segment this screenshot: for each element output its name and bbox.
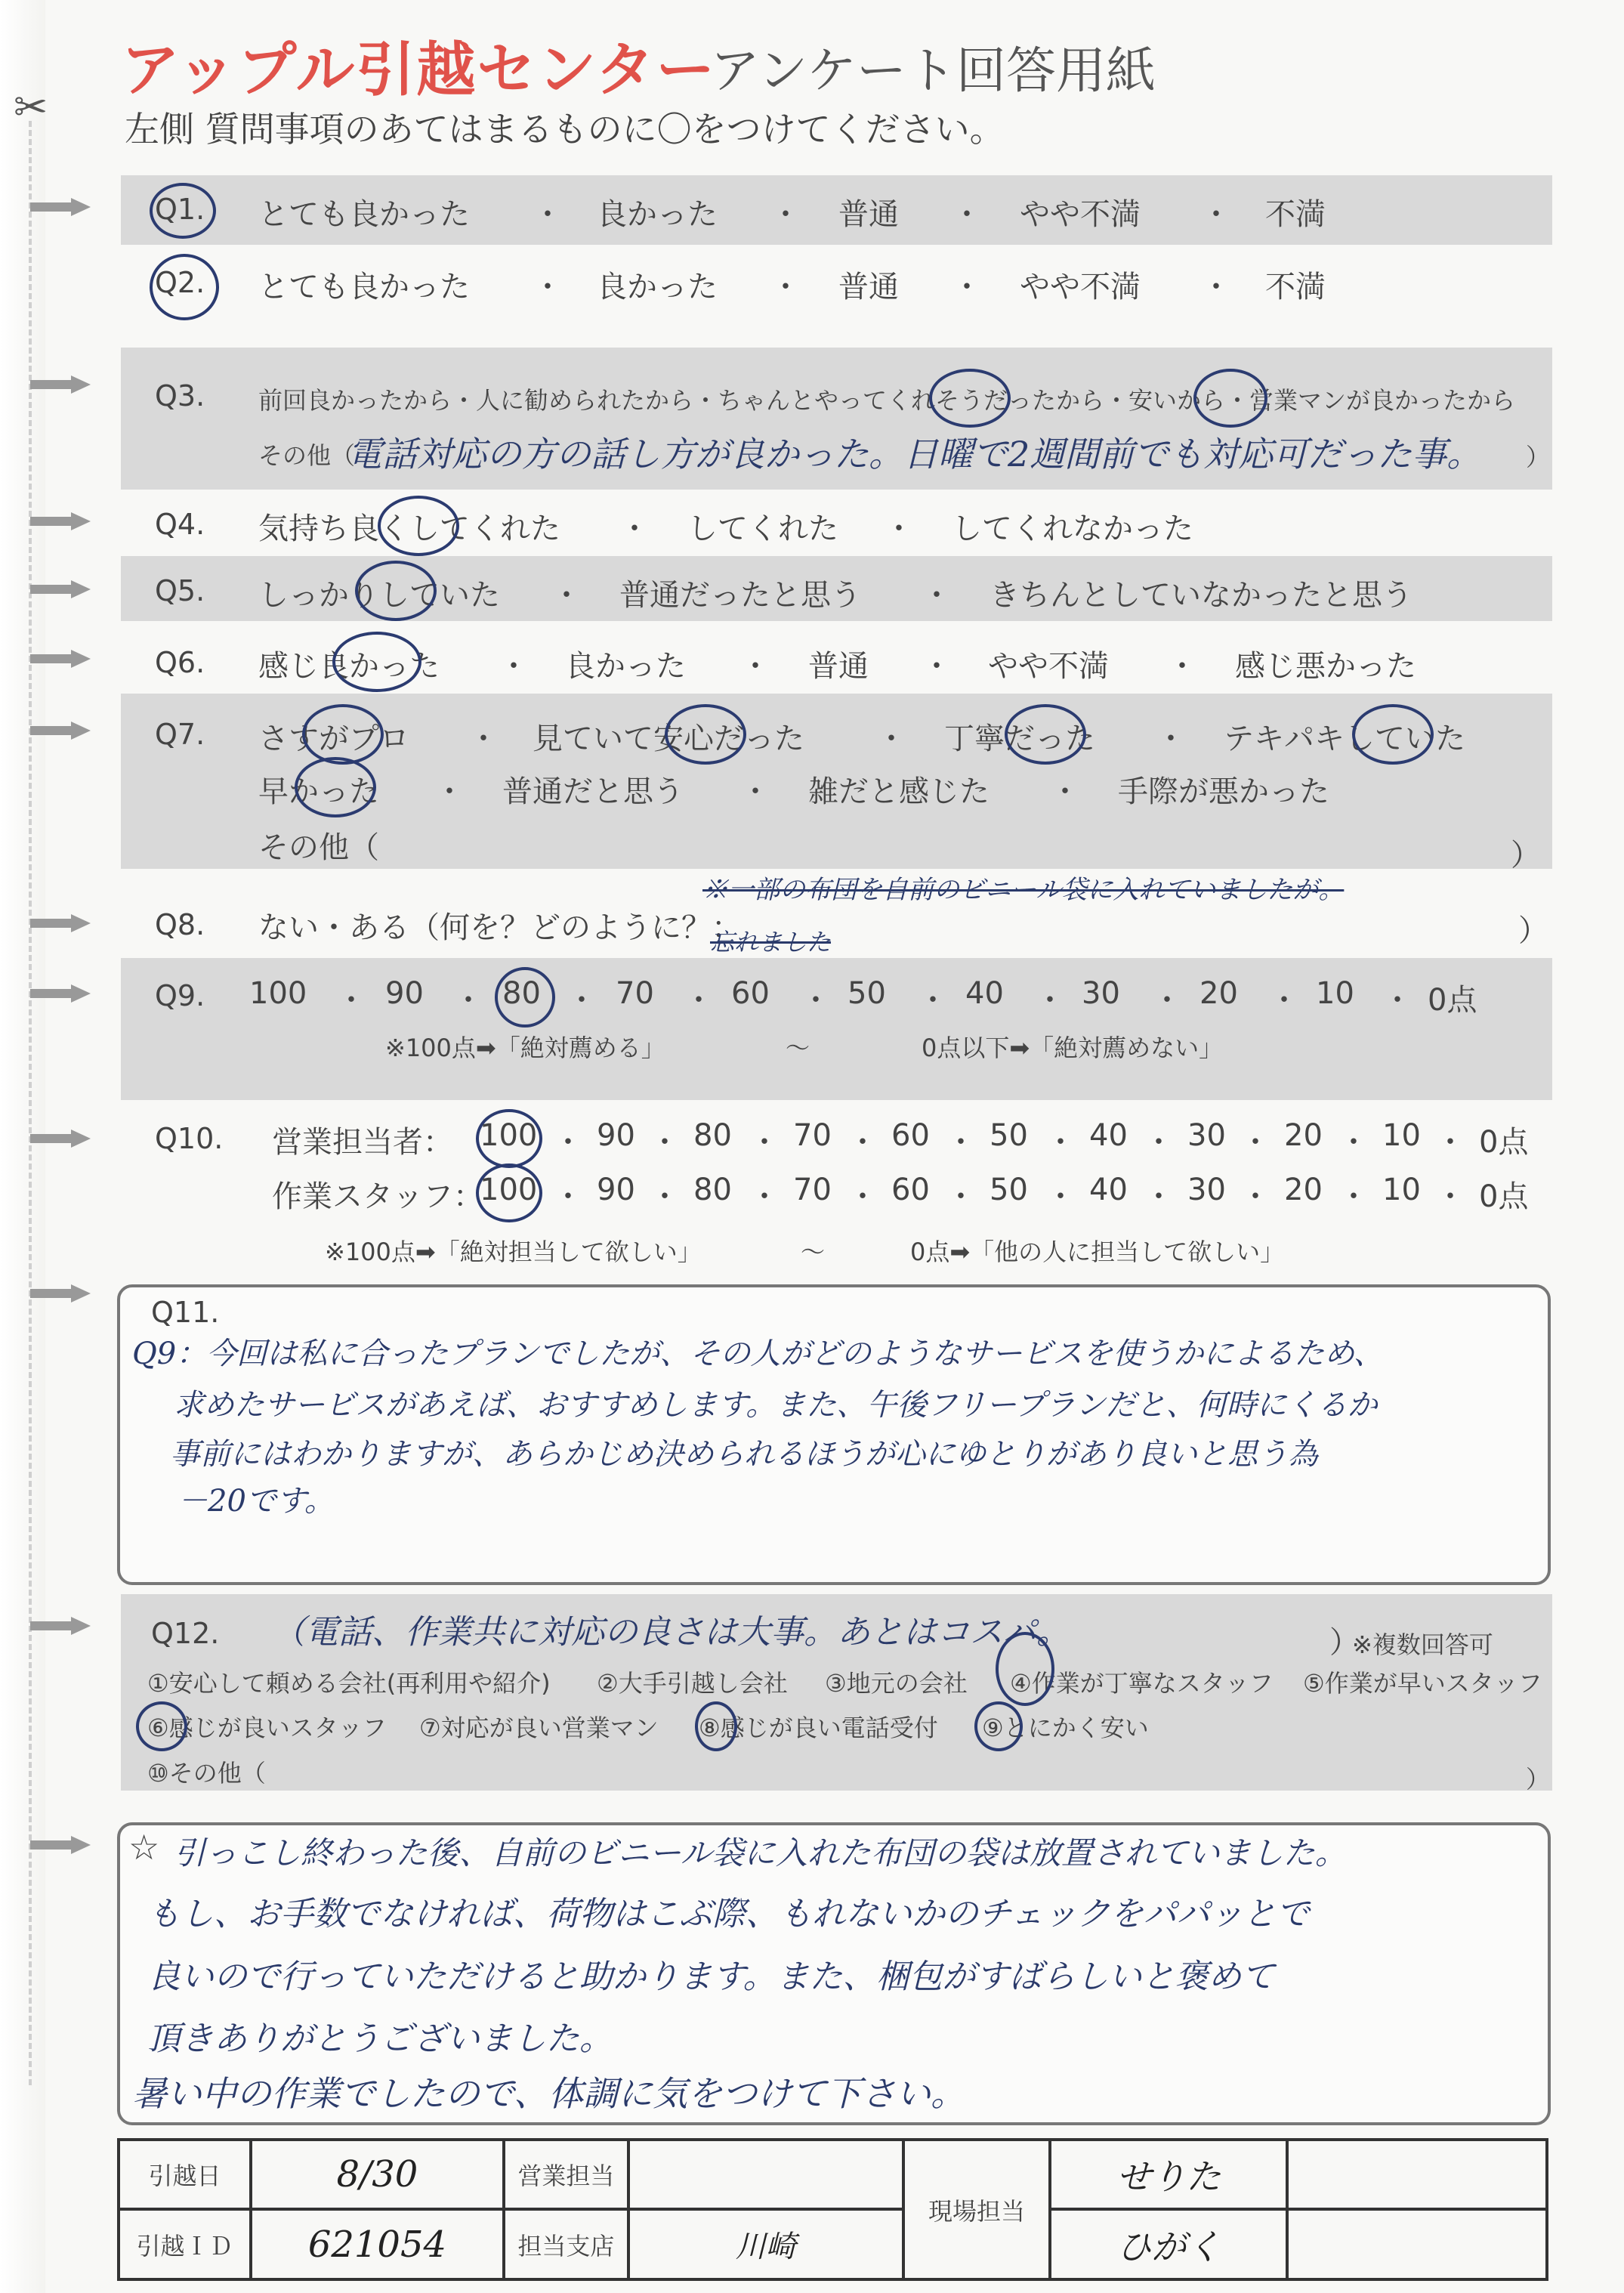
q3-other-answer[interactable]: 電話対応の方の話し方が良かった。日曜で2週間前でも対応可だった事。 <box>347 434 1482 474</box>
answer-circle <box>302 704 384 765</box>
move-id-value[interactable]: 621054 <box>251 2209 504 2279</box>
q4-option[interactable]: してくれなかった <box>952 511 1193 546</box>
q10-staff-score[interactable]: 30 <box>1187 1173 1226 1207</box>
q8-struck-answer-2: 忘れました <box>710 928 832 956</box>
arrow-icon <box>30 198 91 216</box>
q10-sales-score[interactable]: 70 <box>793 1118 832 1153</box>
staff-table <box>117 2138 1548 2281</box>
answer-circle <box>150 254 219 320</box>
answer-circle <box>295 757 376 817</box>
q10-staff-score[interactable]: 80 <box>693 1173 732 1207</box>
move-date-value[interactable]: 8/30 <box>251 2140 504 2209</box>
q12-option[interactable]: ⑦対応が良い営業マン <box>419 1714 659 1742</box>
q12-option[interactable]: ⑤作業が早いスタッフ <box>1303 1669 1542 1698</box>
answer-circle <box>974 1701 1023 1751</box>
q4-label: Q4. <box>155 508 205 541</box>
q10-staff-score[interactable]: 10 <box>1382 1173 1421 1207</box>
q12-other[interactable]: ⑩その他（ <box>147 1759 266 1788</box>
q9-score[interactable]: 50 <box>848 976 886 1011</box>
q10-staff-score[interactable]: 90 <box>597 1173 635 1207</box>
form-title: アンケート回答用紙 <box>710 42 1156 100</box>
q2-option[interactable]: とても良かった <box>258 270 470 304</box>
q1-option[interactable]: 普通 <box>838 197 899 232</box>
q7-option[interactable]: 手際が悪かった <box>1118 774 1329 809</box>
q7-option[interactable]: さすがプロ <box>258 722 409 756</box>
q2-option[interactable]: 普通 <box>838 270 899 304</box>
q4-option[interactable]: 気持ち良くしてくれた <box>258 511 560 546</box>
q11-label: Q11. <box>151 1296 220 1329</box>
q9-score[interactable]: 10 <box>1316 976 1354 1011</box>
q10-sales-score[interactable]: 90 <box>597 1118 635 1153</box>
arrow-icon <box>30 1836 91 1854</box>
q9-score[interactable]: 70 <box>616 976 654 1011</box>
q1-option[interactable]: 良かった <box>597 197 718 232</box>
q8-options[interactable]: ない・ある（何を？どのように？： <box>258 910 742 945</box>
sales-label: 営業担当 <box>504 2140 628 2209</box>
q11-line: Q9：今回は私に合ったプランでしたが、その人がどのようなサービスを使うかによるため、 <box>132 1337 1384 1371</box>
q7-option[interactable]: テキパキしていた <box>1224 722 1465 756</box>
q10-sales-label: 営業担当者： <box>272 1125 453 1160</box>
q11-line: 事前にはわかりますが、あらかじめ決められるほうが心にゆとりがあり良いと思う為 <box>170 1437 1318 1472</box>
sales-value[interactable] <box>628 2140 903 2209</box>
q10-staff-score[interactable]: 70 <box>793 1173 832 1207</box>
arrow-icon <box>30 984 91 1003</box>
q2-option[interactable]: 良かった <box>597 270 718 304</box>
scissors-icon: ✂ <box>14 83 48 131</box>
answer-circle <box>665 704 746 765</box>
answer-circle <box>332 632 421 692</box>
q10-staff-label: 作業スタッフ： <box>272 1179 483 1214</box>
q10-note-right: 0点➡「他の人に担当して欲しい」 <box>910 1238 1285 1266</box>
q4-option[interactable]: してくれた <box>687 511 838 546</box>
q10-staff-score[interactable]: 20 <box>1284 1173 1323 1207</box>
q5-option[interactable]: きちんとしていなかったと思う <box>990 578 1413 613</box>
q10-sales-score[interactable]: 10 <box>1382 1118 1421 1153</box>
arrow-icon <box>30 375 91 394</box>
q1-label: Q1. <box>155 193 205 226</box>
answer-circle <box>1352 704 1434 765</box>
q7-label: Q7. <box>155 718 205 751</box>
answer-circle <box>1005 704 1086 765</box>
answer-circle <box>355 561 437 621</box>
arrow-icon <box>30 650 91 668</box>
q5-option[interactable]: しっかりしていた <box>258 578 500 613</box>
q6-option[interactable]: やや不満 <box>988 649 1109 684</box>
q5-label: Q5. <box>155 574 205 607</box>
branch-value[interactable]: 川崎 <box>628 2209 903 2279</box>
q12-multi-note: ※複数回答可 <box>1352 1630 1493 1659</box>
q10-sales-score[interactable]: 80 <box>693 1118 732 1153</box>
answer-circle <box>695 1701 737 1751</box>
q11-line: 求めたサービスがあえば、おすすめします。また、午後フリープランだと、何時にくるか <box>174 1388 1378 1423</box>
site-staff-3[interactable] <box>1287 2140 1547 2209</box>
q2-option[interactable]: やや不満 <box>1020 270 1141 304</box>
arrow-icon <box>30 1130 91 1148</box>
q7-option[interactable]: 早かった <box>258 774 379 809</box>
branch-label: 担当支店 <box>504 2209 628 2279</box>
q9-score[interactable]: 100 <box>249 976 307 1011</box>
q1-option[interactable]: やや不満 <box>1020 197 1141 232</box>
q12-option[interactable]: ④作業が丁寧なスタッフ <box>1010 1669 1274 1698</box>
arrow-icon <box>30 1617 91 1635</box>
q11-line: －20です。 <box>178 1484 335 1519</box>
q10-label: Q10. <box>155 1122 224 1155</box>
q10-sales-score[interactable]: 50 <box>990 1118 1028 1153</box>
star-icon: ☆ <box>128 1827 160 1868</box>
q12-answer[interactable]: （電話、作業共に対応の良さは大事。あとはコスパ。 <box>272 1613 1070 1652</box>
q7-option[interactable]: 普通だと思う <box>502 774 684 809</box>
move-date-label: 引越日 <box>119 2140 251 2209</box>
q8-struck-answer: ※一部の布団を自前のビニール袋に入れていましたが。 <box>702 875 1345 905</box>
comment-line: 引っこし終わった後、自前のビニール袋に入れた布団の袋は放置されていました。 <box>174 1834 1347 1871</box>
q2-label: Q2. <box>155 266 205 299</box>
q10-staff-score[interactable]: 40 <box>1089 1173 1128 1207</box>
q7-option[interactable]: 丁寧だった <box>944 722 1095 756</box>
q9-score[interactable]: 90 <box>385 976 424 1011</box>
q10-sales-score[interactable]: 0点 <box>1479 1125 1529 1160</box>
q12-option[interactable]: ⑥感じが良いスタッフ <box>147 1714 387 1742</box>
q7-option[interactable]: 雑だと感じた <box>808 774 990 809</box>
q12-label: Q12. <box>151 1617 220 1650</box>
q6-option[interactable]: 良かった <box>565 649 686 684</box>
q9-score[interactable]: 60 <box>731 976 770 1011</box>
q12-option[interactable]: ③地元の会社 <box>825 1669 968 1698</box>
q3-label: Q3. <box>155 379 205 413</box>
q9-score[interactable]: 20 <box>1199 976 1238 1011</box>
q10-sales-score[interactable]: 20 <box>1284 1118 1323 1153</box>
q12-option[interactable]: ②大手引越し会社 <box>597 1669 788 1698</box>
q9-label: Q9. <box>155 979 205 1012</box>
q10-staff-score[interactable]: 0点 <box>1479 1179 1529 1214</box>
answer-circle <box>495 967 555 1028</box>
q9-note-left: ※100点➡「絶対薦める」 <box>385 1034 665 1062</box>
site-label: 現場担当 <box>903 2140 1051 2279</box>
q7-other-label[interactable]: その他（ <box>258 830 379 865</box>
q12-option[interactable]: ⑧感じが良い電話受付 <box>699 1714 938 1742</box>
q12-option[interactable]: ⑨とにかく安い <box>982 1714 1149 1742</box>
q12-option[interactable]: ①安心して頼める会社(再利用や紹介) <box>147 1669 551 1698</box>
q9-score[interactable]: 40 <box>965 976 1004 1011</box>
q3-options[interactable]: 前回良かったから・人に勧められたから・ちゃんとやってくれそうだったから・安いから・営業マンが良かったから <box>258 386 1516 415</box>
site-staff-1[interactable]: せりた <box>1050 2140 1287 2209</box>
q10-sales-score[interactable]: 30 <box>1187 1118 1226 1153</box>
answer-circle <box>150 183 216 239</box>
q10-staff-score[interactable]: 100 <box>480 1173 538 1207</box>
comment-line: 頂きありがとうございました。 <box>147 2020 613 2058</box>
q1-option[interactable]: とても良かった <box>258 197 470 232</box>
q6-option[interactable]: 普通 <box>808 649 869 684</box>
answer-circle <box>136 1701 187 1751</box>
arrow-icon <box>30 914 91 932</box>
answer-circle <box>378 496 459 556</box>
arrow-icon <box>30 580 91 598</box>
comment-line: 暑い中の作業でしたので、体調に気をつけて下さい。 <box>132 2073 966 2114</box>
arrow-icon <box>30 1284 91 1303</box>
perforation-line <box>29 121 32 2085</box>
q10-staff-score[interactable]: 60 <box>891 1173 930 1207</box>
site-staff-2[interactable]: ひがく <box>1050 2209 1287 2279</box>
arrow-icon <box>30 512 91 530</box>
q9-score[interactable]: 80 <box>502 976 541 1011</box>
site-staff-4[interactable] <box>1287 2209 1547 2279</box>
q8-label: Q8. <box>155 908 205 941</box>
q9-score[interactable]: 30 <box>1082 976 1120 1011</box>
answer-circle <box>1193 369 1267 428</box>
q10-sales-score[interactable]: 100 <box>480 1118 538 1153</box>
q9-score[interactable]: 0点 <box>1428 983 1477 1018</box>
answer-circle <box>929 369 1011 428</box>
q3-other-label: その他（ <box>258 441 356 470</box>
comment-line: もし、お手数でなければ、荷物はこぶ際、もれないかのチェックをパパッとで <box>147 1895 1310 1933</box>
q10-sales-score[interactable]: 60 <box>891 1118 930 1153</box>
move-id-label: 引越ＩＤ <box>119 2209 251 2279</box>
q6-option[interactable]: 感じ良かった <box>258 649 440 684</box>
answer-circle <box>996 1632 1054 1706</box>
q1-option[interactable]: 不満 <box>1265 197 1326 232</box>
q9-note-right: 0点以下➡「絶対薦めない」 <box>922 1034 1224 1062</box>
q7-option[interactable]: 見ていて安心だった <box>533 722 804 756</box>
instruction-text: 左側 質問事項のあてはまるものに〇をつけてください。 <box>125 109 1005 150</box>
q10-staff-score[interactable]: 50 <box>990 1173 1028 1207</box>
q6-option[interactable]: 感じ悪かった <box>1235 649 1416 684</box>
company-name: アップル引越センター <box>121 36 717 104</box>
q10-sales-score[interactable]: 40 <box>1089 1118 1128 1153</box>
arrow-icon <box>30 722 91 740</box>
q2-option[interactable]: 不満 <box>1265 270 1326 304</box>
q10-note-left: ※100点➡「絶対担当して欲しい」 <box>325 1238 702 1266</box>
comment-line: 良いので行っていただけると助かります。また、梱包がすばらしいと褒めて <box>147 1958 1275 1996</box>
q6-label: Q6. <box>155 646 205 679</box>
q5-option[interactable]: 普通だったと思う <box>619 578 861 613</box>
